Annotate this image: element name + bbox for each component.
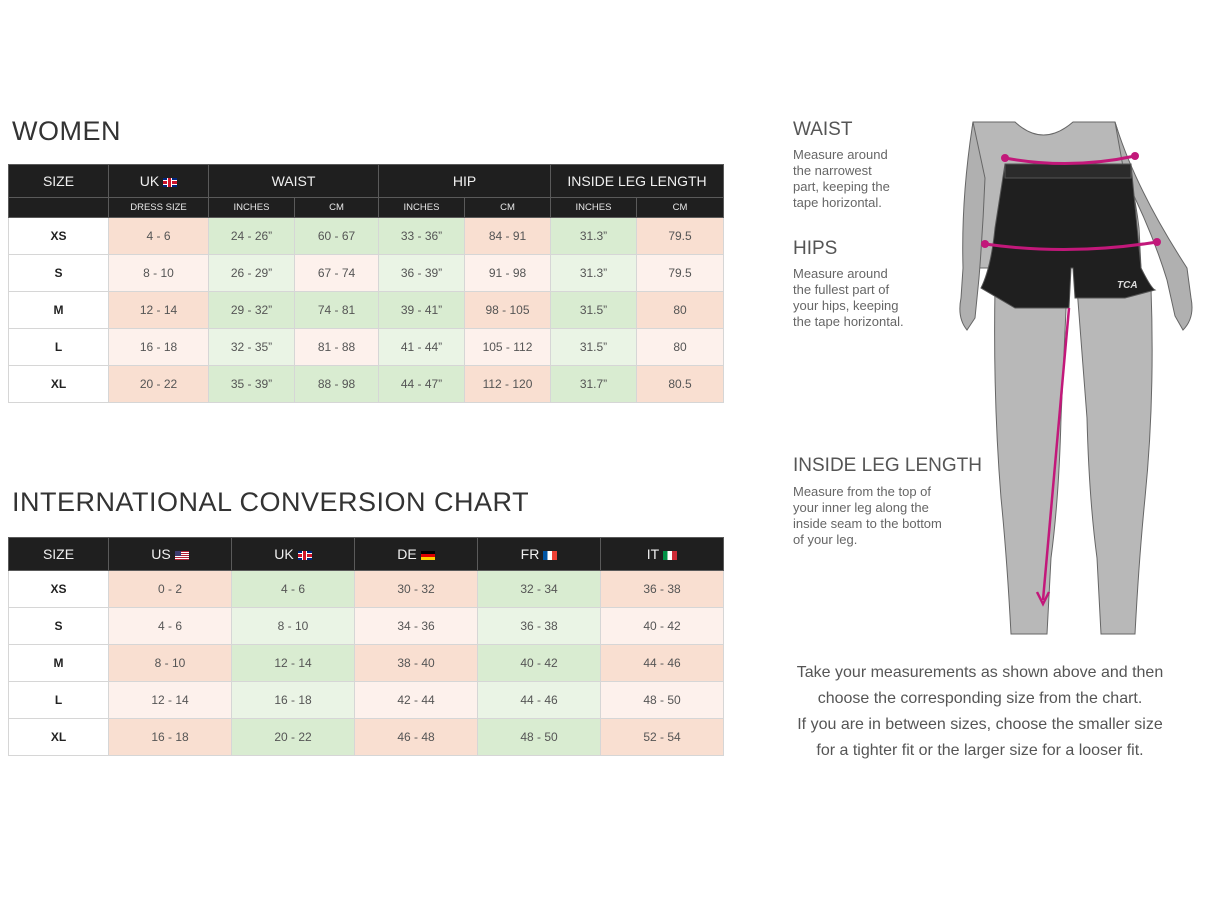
waist-cm-cell: 60 - 67	[295, 218, 379, 255]
leg-in-cell: 31.3”	[551, 218, 637, 255]
table-row	[9, 571, 724, 608]
waist-description: Measure around the narrowest part, keeping the tape horizontal.	[793, 147, 890, 210]
uk-cell: 8 - 10	[109, 255, 209, 292]
measurement-instructions: Take your measurements as shown above and then choose the corresponding size from the chart. If you are in between sizes, choose the smaller size for a tighter fit or the larger size for a looser fit.	[796, 664, 1164, 759]
size-cell: XL	[9, 366, 109, 403]
waist-inches-subheader: INCHES	[209, 198, 295, 218]
uk-cell: 4 - 6	[232, 571, 355, 608]
leg-cm-subheader: CM	[637, 198, 724, 218]
size-cell: S	[9, 608, 109, 645]
hip-cm-cell: 105 - 112	[465, 329, 551, 366]
leg-in-cell: 31.5”	[551, 292, 637, 329]
hip-in-cell: 36 - 39”	[379, 255, 465, 292]
it-cell: 48 - 50	[601, 682, 724, 719]
uk-header: UK	[109, 165, 209, 198]
waist-in-cell: 32 - 35”	[209, 329, 295, 366]
us-cell: 0 - 2	[109, 571, 232, 608]
us-header: US	[109, 538, 232, 571]
hip-cm-subheader: CM	[465, 198, 551, 218]
leg-in-cell: 31.7”	[551, 366, 637, 403]
women-size-table	[8, 164, 724, 403]
table-row	[9, 608, 724, 645]
hip-inches-subheader: INCHES	[379, 198, 465, 218]
us-cell: 16 - 18	[109, 719, 232, 756]
hip-in-cell: 33 - 36”	[379, 218, 465, 255]
de-cell: 30 - 32	[355, 571, 478, 608]
inside-leg-description: Measure from the top of your inner leg along the inside seam to the bottom of your leg.	[793, 484, 942, 547]
waist-cm-cell: 74 - 81	[295, 292, 379, 329]
fr-cell: 48 - 50	[478, 719, 601, 756]
table-row	[9, 329, 724, 366]
size-cell: XS	[9, 571, 109, 608]
waist-in-cell: 29 - 32”	[209, 292, 295, 329]
table-row	[9, 366, 724, 403]
inside-leg-label: INSIDE LEG LENGTH	[793, 455, 982, 476]
waist-cm-cell: 88 - 98	[295, 366, 379, 403]
size-cell: L	[9, 682, 109, 719]
flag-it-icon	[663, 551, 677, 560]
hip-in-cell: 44 - 47”	[379, 366, 465, 403]
uk-cell: 12 - 14	[109, 292, 209, 329]
body-measurement-figure	[955, 118, 1200, 640]
hip-cm-cell: 84 - 91	[465, 218, 551, 255]
table-row	[9, 255, 724, 292]
waist-cm-subheader: CM	[295, 198, 379, 218]
table-row	[9, 645, 724, 682]
inside-leg-header: INSIDE LEG LENGTH	[551, 165, 724, 198]
size-cell: XS	[9, 218, 109, 255]
size-header: SIZE	[9, 165, 109, 198]
waist-in-cell: 24 - 26”	[209, 218, 295, 255]
it-cell: 44 - 46	[601, 645, 724, 682]
de-cell: 38 - 40	[355, 645, 478, 682]
size-cell: M	[9, 645, 109, 682]
leg-cm-cell: 80	[637, 329, 724, 366]
waist-header: WAIST	[209, 165, 379, 198]
flag-uk-icon	[298, 551, 312, 560]
de-header: DE	[355, 538, 478, 571]
flag-fr-icon	[543, 551, 557, 560]
fr-cell: 32 - 34	[478, 571, 601, 608]
it-header: IT	[601, 538, 724, 571]
leg-cm-cell: 79.5	[637, 255, 724, 292]
uk-cell: 20 - 22	[232, 719, 355, 756]
hip-in-cell: 41 - 44”	[379, 329, 465, 366]
leg-cm-cell: 79.5	[637, 218, 724, 255]
de-cell: 34 - 36	[355, 608, 478, 645]
leg-cm-cell: 80.5	[637, 366, 724, 403]
it-cell: 52 - 54	[601, 719, 724, 756]
fr-cell: 44 - 46	[478, 682, 601, 719]
leg-in-cell: 31.3”	[551, 255, 637, 292]
leg-inches-subheader: INCHES	[551, 198, 637, 218]
uk-cell: 16 - 18	[109, 329, 209, 366]
waist-cm-cell: 67 - 74	[295, 255, 379, 292]
hip-cm-cell: 91 - 98	[465, 255, 551, 292]
shorts-logo: TCA	[1117, 280, 1138, 291]
de-cell: 46 - 48	[355, 719, 478, 756]
uk-cell: 8 - 10	[232, 608, 355, 645]
size-cell: L	[9, 329, 109, 366]
us-cell: 4 - 6	[109, 608, 232, 645]
conversion-title: INTERNATIONAL CONVERSION CHART	[12, 487, 530, 517]
it-cell: 40 - 42	[601, 608, 724, 645]
hips-description: Measure around the fullest part of your hips, keeping the tape horizontal.	[793, 266, 904, 329]
fr-header: FR	[478, 538, 601, 571]
size-cell: XL	[9, 719, 109, 756]
dress-size-subheader: DRESS SIZE	[109, 198, 209, 218]
size-subheader	[9, 198, 109, 218]
table-row	[9, 719, 724, 756]
fr-cell: 40 - 42	[478, 645, 601, 682]
fr-cell: 36 - 38	[478, 608, 601, 645]
leg-cm-cell: 80	[637, 292, 724, 329]
hip-in-cell: 39 - 41”	[379, 292, 465, 329]
waist-cm-cell: 81 - 88	[295, 329, 379, 366]
hips-label: HIPS	[793, 238, 838, 259]
hip-cm-cell: 98 - 105	[465, 292, 551, 329]
uk-cell: 16 - 18	[232, 682, 355, 719]
waist-in-cell: 26 - 29”	[209, 255, 295, 292]
flag-de-icon	[421, 551, 435, 560]
hip-header: HIP	[379, 165, 551, 198]
hip-cm-cell: 112 - 120	[465, 366, 551, 403]
leg-in-cell: 31.5”	[551, 329, 637, 366]
waist-in-cell: 35 - 39”	[209, 366, 295, 403]
waist-label: WAIST	[793, 119, 853, 140]
us-cell: 12 - 14	[109, 682, 232, 719]
uk-cell: 4 - 6	[109, 218, 209, 255]
table-row	[9, 218, 724, 255]
uk-cell: 20 - 22	[109, 366, 209, 403]
conversion-table	[8, 537, 724, 756]
flag-us-icon	[175, 551, 189, 560]
conv-size-header: SIZE	[9, 538, 109, 571]
table-row	[9, 682, 724, 719]
size-cell: M	[9, 292, 109, 329]
conv-uk-header: UK	[232, 538, 355, 571]
us-cell: 8 - 10	[109, 645, 232, 682]
women-title: WOMEN	[12, 116, 121, 146]
flag-uk-icon	[163, 178, 177, 187]
size-cell: S	[9, 255, 109, 292]
it-cell: 36 - 38	[601, 571, 724, 608]
uk-cell: 12 - 14	[232, 645, 355, 682]
de-cell: 42 - 44	[355, 682, 478, 719]
table-row	[9, 292, 724, 329]
